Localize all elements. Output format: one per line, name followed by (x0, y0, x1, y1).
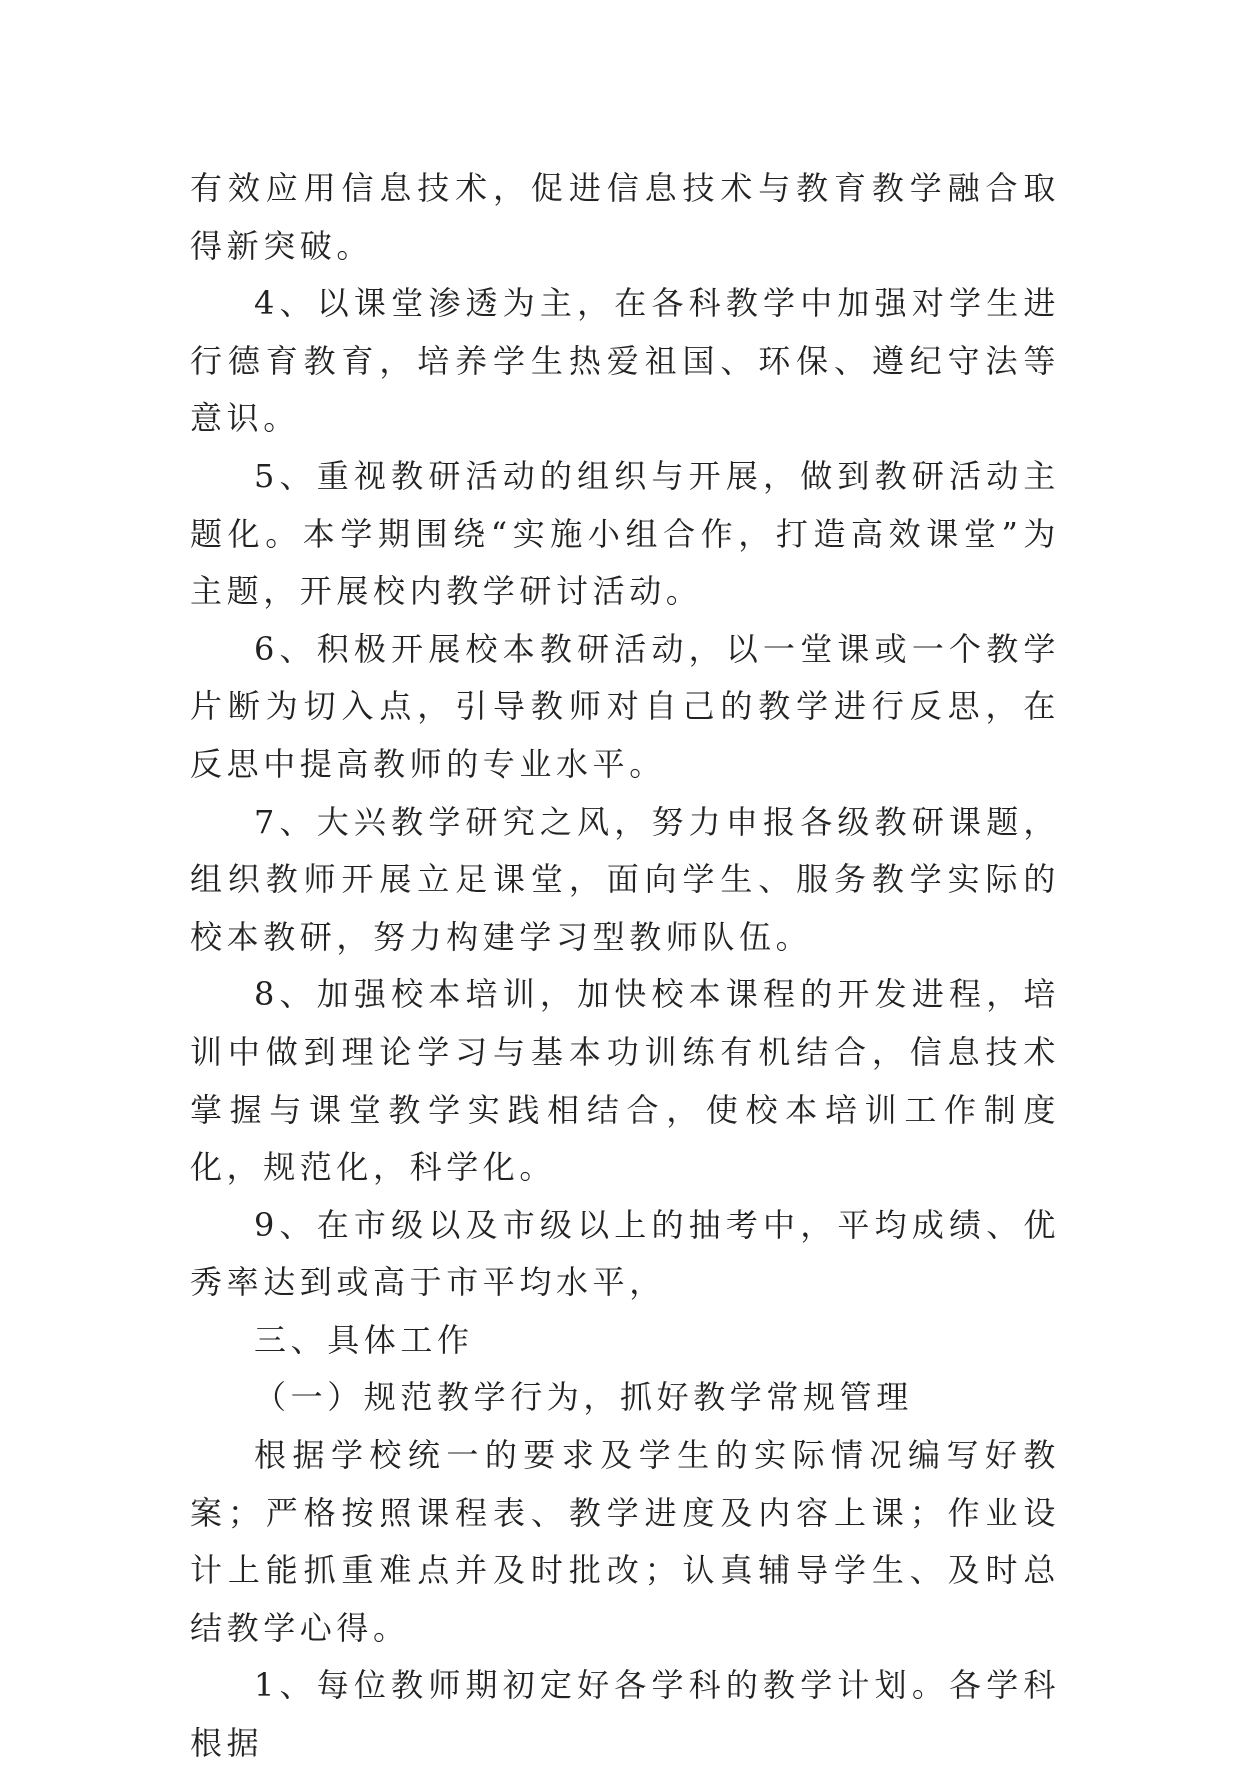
paragraph-item-9: 9、在市级以及市级以上的抽考中，平均成绩、优秀率达到或高于市平均水平， (190, 1205, 1060, 1302)
paragraph-item-5: 5、重视教研活动的组织与开展，做到教研活动主题化。本学期围绕“实施小组合作，打造高效课堂”为主题，开展校内教学研讨活动。 (190, 456, 1060, 611)
paragraph-item-8: 8、加强校本培训，加快校本课程的开发进程，培训中做到理论学习与基本功训练有机结合，信息技术掌握与课堂教学实践相结合，使校本培训工作制度化，规范化，科学化。 (190, 975, 1060, 1187)
document-body (190, 160, 1060, 1773)
paragraph-item-6: 6、积极开展校本教研活动，以一堂课或一个教学片断为切入点，引导教师对自己的教学进行反思，在反思中提高教师的专业水平。 (190, 629, 1060, 783)
paragraph-continued: 有效应用信息技术，促进信息技术与教育教学融合取得新突破。 (190, 169, 1060, 265)
paragraph-item-1: 1、每位教师期初定好各学科的教学计划。各学科根据 (190, 1666, 1060, 1763)
section-heading-specific-work: 三、具体工作 (254, 1320, 474, 1359)
paragraph-item-4: 4、以课堂渗透为主，在各科教学中加强对学生进行德育教育，培养学生热爱祖国、环保、遵纪守法等意识。 (190, 284, 1060, 438)
paragraph-subsection-body: 根据学校统一的要求及学生的实际情况编写好教案；严格按照课程表、教学进度及内容上课；作业设计上能抓重难点并及时批改；认真辅导学生、及时总结教学心得。 (190, 1436, 1060, 1647)
subsection-heading-teaching-conduct: （一）规范教学行为，抓好教学常规管理 (254, 1378, 913, 1417)
paragraph-item-7: 7、大兴教学研究之风，努力申报各级教研课题，组织教师开展立足课堂，面向学生、服务教学实际的校本教研，努力构建学习型教师队伍。 (190, 802, 1060, 956)
